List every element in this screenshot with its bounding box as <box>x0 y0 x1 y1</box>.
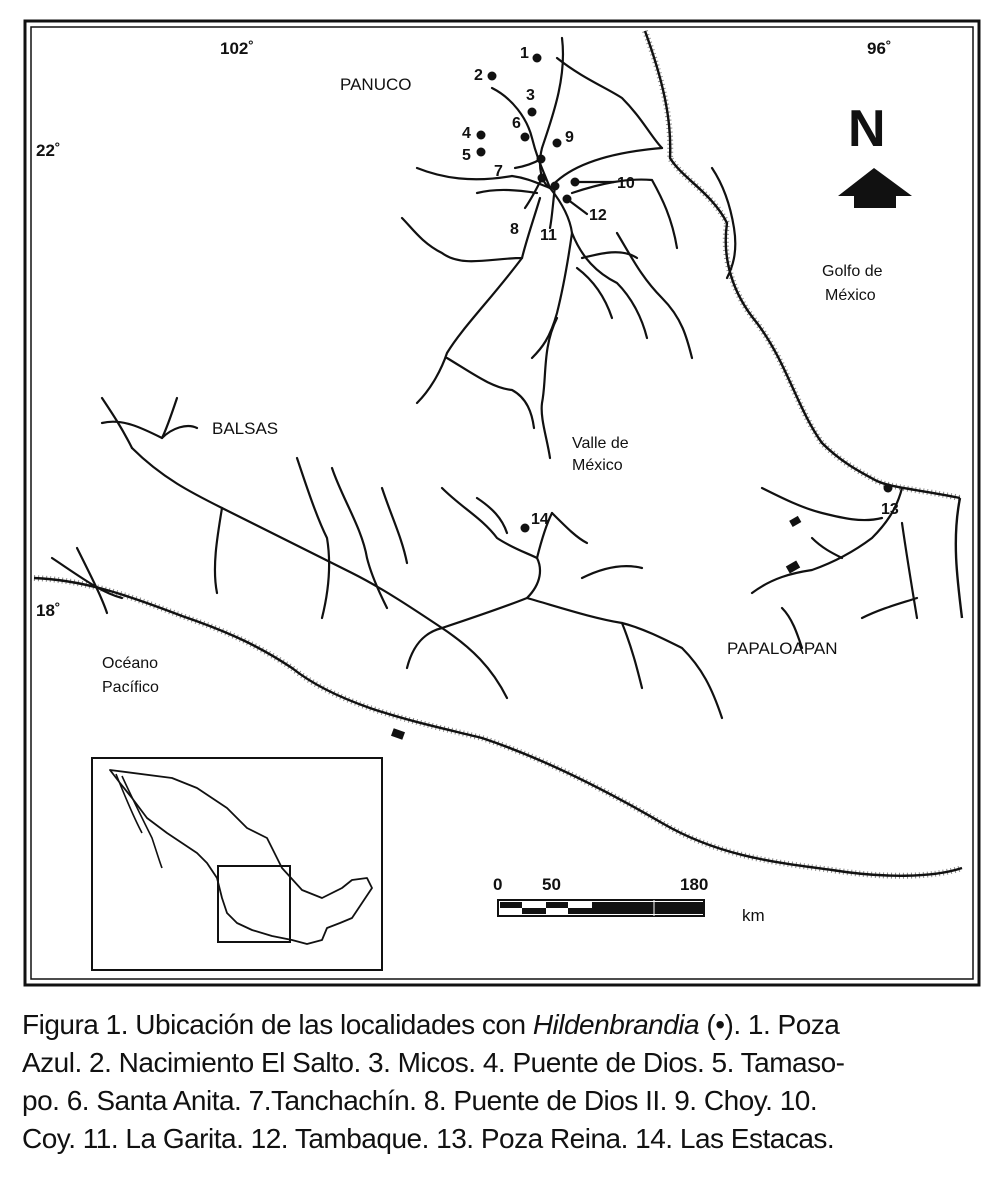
caption-line-3: po. 6. Santa Anita. 7.Tanchachín. 8. Puente de Dios II. 9. Choy. 10. <box>22 1085 818 1116</box>
marker-dam-1 <box>789 516 801 527</box>
locality-number-6: 6 <box>512 115 521 132</box>
locality-number-11: 11 <box>540 227 557 244</box>
caption-line-4: Coy. 11. La Garita. 12. Tambaque. 13. Poza Reina. 14. Las Estacas. <box>22 1123 835 1154</box>
locality-marker-1 <box>533 54 542 63</box>
locality-number-14: 14 <box>531 511 549 528</box>
caption-line1-post: (•). 1. Poza <box>699 1009 840 1040</box>
marker-dam-3 <box>391 728 405 740</box>
locality-number-4: 4 <box>462 125 471 142</box>
locality-marker-4 <box>477 131 486 140</box>
map-frame <box>22 18 982 988</box>
caption-line1-pre: Figura 1. Ubicación de las localidades con <box>22 1009 533 1040</box>
locality-marker-9 <box>553 139 562 148</box>
north-indicator <box>838 100 912 208</box>
locality-marker-2 <box>488 72 497 81</box>
latitude-label-18: 18˚ <box>36 601 61 620</box>
inset-map <box>92 758 382 970</box>
region-label-balsas: BALSAS <box>212 419 279 438</box>
locality-marker-3 <box>528 108 537 117</box>
locality-marker-14 <box>521 524 530 533</box>
valle-label-line2: México <box>572 457 623 474</box>
scale-bar <box>493 875 765 925</box>
figure-caption <box>22 1006 982 1158</box>
locality-marker-5 <box>477 148 486 157</box>
scale-tick-0: 0 <box>493 875 503 894</box>
ocean-label-line2: Pacífico <box>102 679 159 696</box>
gulf-label-line2: México <box>825 287 876 304</box>
locality-number-9: 9 <box>565 129 574 146</box>
map-canvas <box>22 18 982 988</box>
north-letter: N <box>848 100 886 158</box>
locality-number-3: 3 <box>526 87 535 104</box>
locality-number-10: 10 <box>617 175 635 192</box>
inset-frame <box>92 758 382 970</box>
caption-genus: Hildenbrandia <box>532 1009 700 1040</box>
scale-tick-180: 180 <box>680 875 709 894</box>
latitude-label-22: 22˚ <box>36 141 61 160</box>
locality-number-2: 2 <box>474 67 483 84</box>
locality-number-12: 12 <box>589 207 607 224</box>
valle-label-line1: Valle de <box>572 435 629 452</box>
longitude-label-102: 102˚ <box>220 39 255 58</box>
region-label-papaloapan: PAPALOAPAN <box>727 639 838 658</box>
locality-number-8: 8 <box>510 221 519 238</box>
locality-number-13: 13 <box>881 501 899 518</box>
scale-unit: km <box>742 906 765 925</box>
locality-number-1: 1 <box>520 45 529 62</box>
gulf-coastline <box>645 31 960 498</box>
scale-tick-50: 50 <box>542 875 561 894</box>
longitude-label-96: 96˚ <box>867 39 892 58</box>
ocean-label-line1: Océano <box>102 655 159 672</box>
locality-marker-13 <box>884 484 893 493</box>
north-arrow-icon <box>838 168 912 208</box>
caption-line-1 <box>22 1006 982 1044</box>
locality-number-5: 5 <box>462 147 471 164</box>
region-label-panuco: PANUCO <box>340 75 412 94</box>
caption-line-2: Azul. 2. Nacimiento El Salto. 3. Micos. 4. Puente de Dios. 5. Tamaso- <box>22 1047 845 1078</box>
gulf-label-line1: Golfo de <box>822 263 883 280</box>
locality-marker-6 <box>521 133 530 142</box>
locality-number-7: 7 <box>494 163 503 180</box>
